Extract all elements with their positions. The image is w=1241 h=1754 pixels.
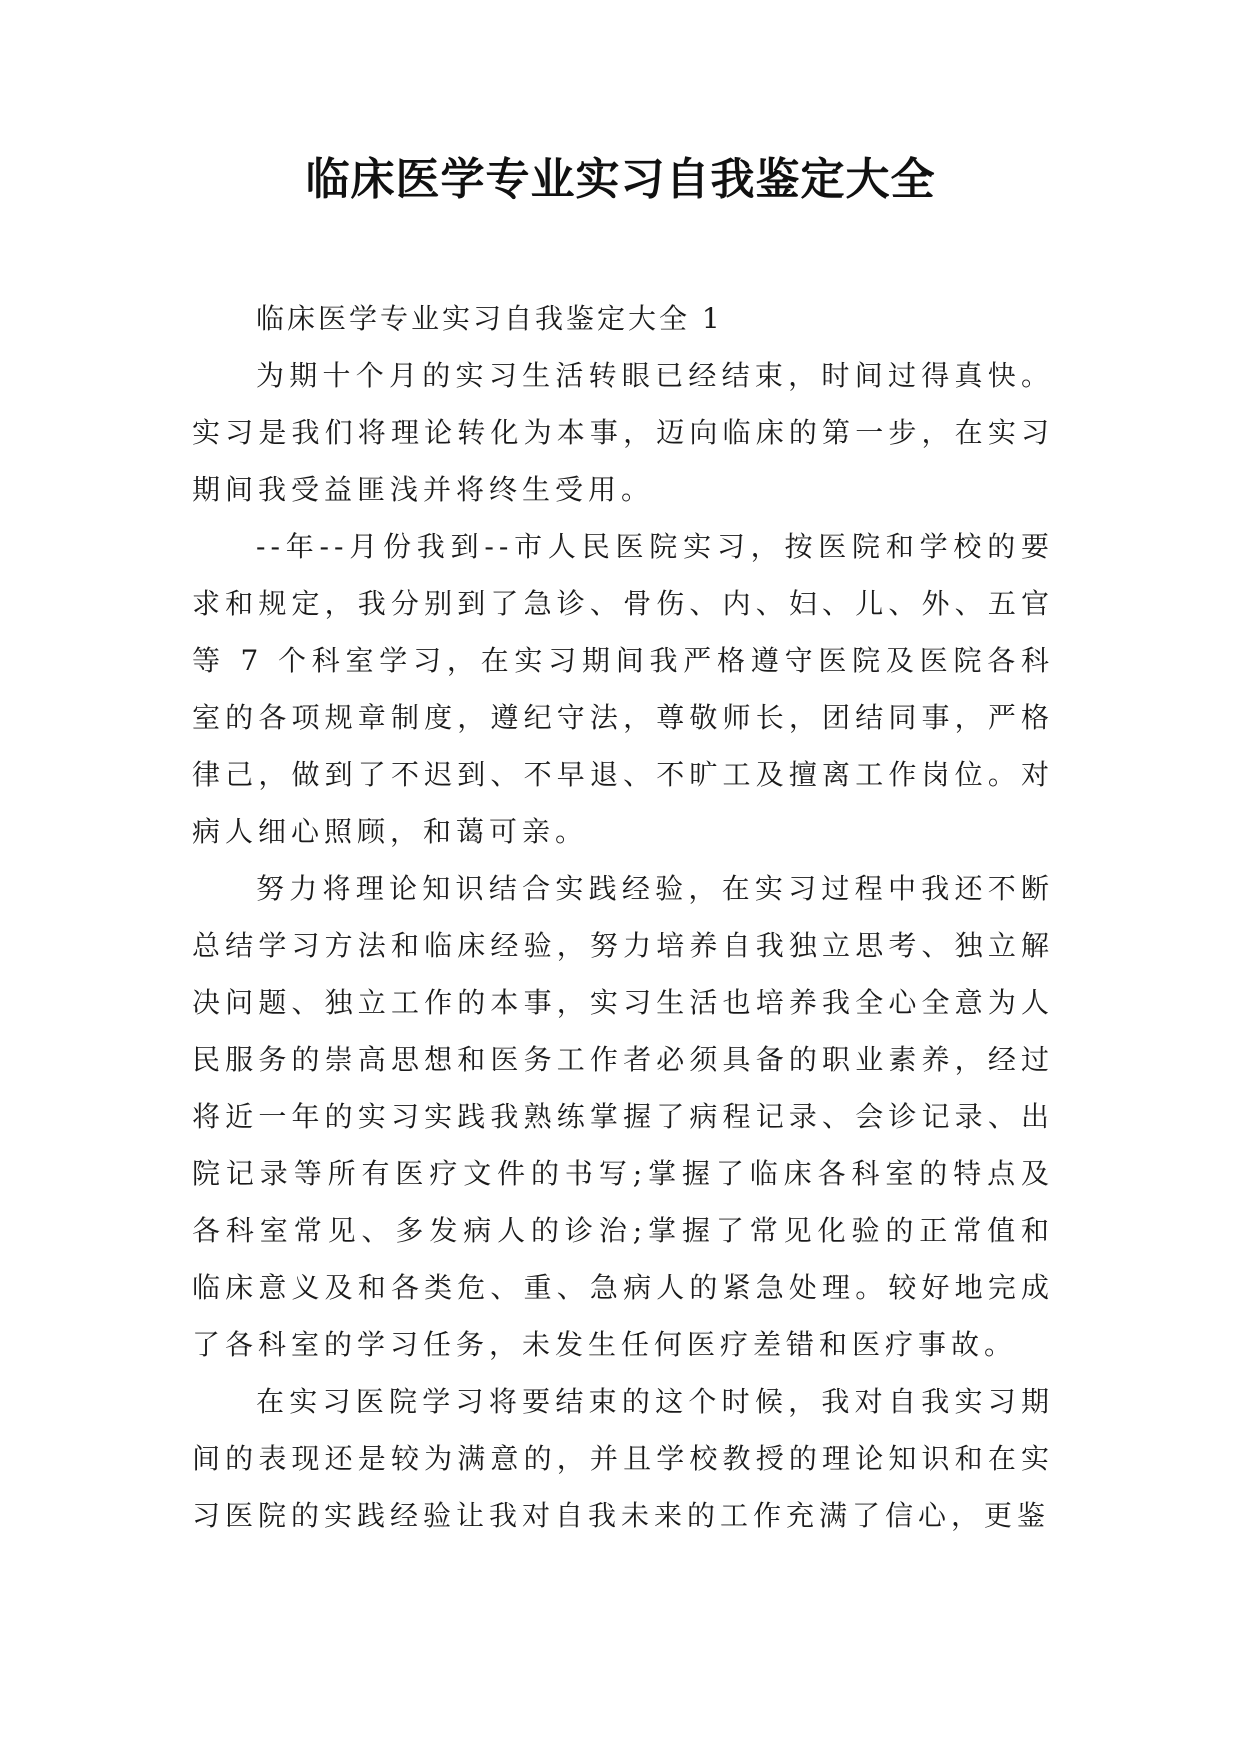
document-title: 临床医学专业实习自我鉴定大全	[305, 154, 936, 205]
paragraph-4: 在实习医院学习将要结束的这个时候，我对自我实习期间的表现还是较为满意的，并且学校教授的理论知识和在实习医院的实践经验让我对自我未来的工作充满了信心，更鉴	[192, 1385, 1054, 1532]
paragraph-2: --年--月份我到--市人民医院实习，按医院和学校的要求和规定，我分别到了急诊、骨伤、内、妇、儿、外、五官等 7 个科室学习，在实习期间我严格遵守医院及医院各科室的各项规章制度，遵纪守法，尊敬师长，团结同事，严格律己，做到了不迟到、不早退、不旷工及擅离工作岗位。对病人细心照顾，和蔼可亲。	[192, 530, 1054, 848]
document-body	[192, 290, 1054, 1544]
section-heading: 临床医学专业实习自我鉴定大全 1	[256, 302, 723, 335]
paragraph-3: 努力将理论知识结合实践经验，在实习过程中我还不断总结学习方法和临床经验，努力培养自我独立思考、独立解决问题、独立工作的本事，实习生活也培养我全心全意为人民服务的崇高思想和医务工作者必须具备的职业素养，经过将近一年的实习实践我熟练掌握了病程记录、会诊记录、出院记录等所有医疗文件的书写;掌握了临床各科室的特点及各科室常见、多发病人的诊治;掌握了常见化验的正常值和临床意义及和各类危、重、急病人的紧急处理。较好地完成了各科室的学习任务，未发生任何医疗差错和医疗事故。	[192, 872, 1054, 1361]
paragraph-1: 为期十个月的实习生活转眼已经结束，时间过得真快。实习是我们将理论转化为本事，迈向临床的第一步，在实习期间我受益匪浅并将终生受用。	[192, 359, 1054, 506]
